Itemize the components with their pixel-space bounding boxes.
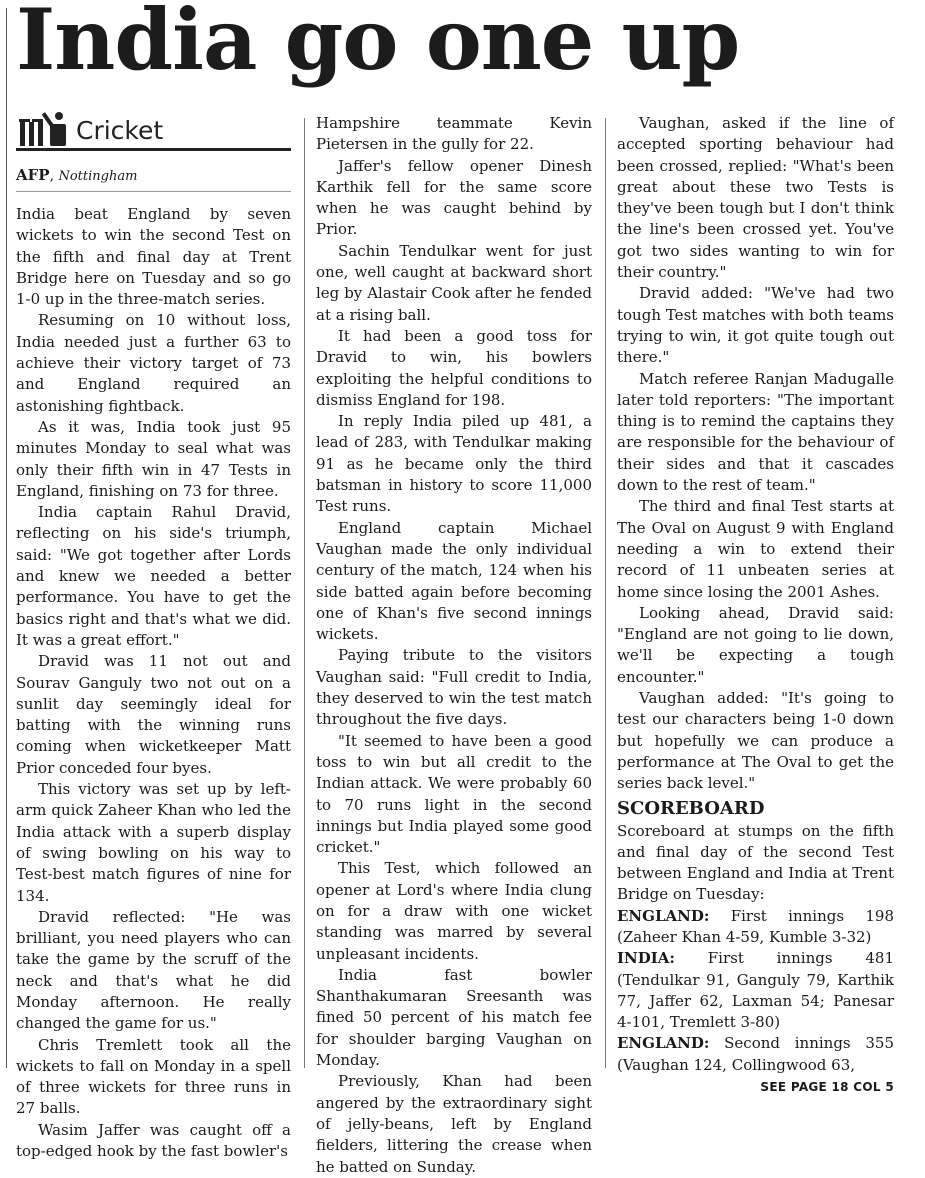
column-divider [605,118,606,1068]
scoreboard-text: Second innings 355 (Vaughan 124, Collingwood 63, [617,1034,894,1074]
section-label: Cricket [76,116,164,145]
paragraph: Dravid reflected: "He was brilliant, you need players who can take the game by the scruff of the neck and that's what he did Monday afternoon. He really changed the game for us." [16,907,291,1033]
paragraph: Vaughan, asked if the line of accepted sporting behaviour had been crossed, replied: "What's been great about these two Tests is they've been tough but I don't think the line's been crossed yet. You've got two sides wanting to win for their country." [617,114,894,282]
cricket-stumps-icon [16,110,72,148]
scoreboard-entry [617,1033,894,1076]
byline: AFP, Nottingham [16,165,291,192]
paragraph: Match referee Ranjan Madugalle later told reporters: "The important thing is to remind the captains they are responsible for the behaviour of their sides and that it cascades down to the rest of team." [617,369,894,495]
paragraph: India captain Rahul Dravid, reflecting on his side's triumph, said: "We got together after Lords and knew we needed a better performance. You have to get the basics right and that's what we did. It was a great effort." [16,503,291,649]
paragraph: In reply India piled up 481, a lead of 283, with Tendulkar making 91 as he became only the third batsman in history to score 11,000 Test runs. [316,412,592,516]
byline-location: Nottingham [58,169,138,184]
scoreboard-text: First innings 198 (Zaheer Khan 4-59, Kumble 3-32) [617,906,894,946]
paragraph: Vaughan added: "It's going to test our characters being 1-0 down but hopefully we can produce a performance at The Oval to get the series back level." [617,689,894,793]
paragraph: Sachin Tendulkar went for just one, well caught at backward short leg by Alastair Cook after he fended at a rising ball. [316,241,592,324]
scoreboard-team: INDIA: [617,949,675,968]
paragraph: Previously, Khan had been angered by the extraordinary sight of jelly-beans, left by England fielders, littering the crease when he batted on Sunday. [316,1072,592,1176]
scoreboard-team: ENGLAND: [617,1034,710,1053]
section-kicker [16,108,291,151]
article-column-1 [16,108,291,1161]
paragraph: Dravid added: "We've had two tough Test matches with both teams trying to win, it got quite tough out there." [617,284,894,367]
article-column-3 [617,113,894,1095]
paragraph: As it was, India took just 95 minutes Monday to seal what was only their fifth win in 47 Tests in England, finishing on 73 for three. [16,417,291,500]
paragraph: India fast bowler Shanthakumaran Sreesanth was fined 50 percent of his match fee for shoulder barging Vaughan on Monday. [316,965,592,1070]
paragraph: India beat England by seven wickets to win the second Test on the fifth and final day at Trent Bridge here on Tuesday and so go 1-0 up in the three-match series. [16,205,291,309]
scoreboard-title: SCOREBOARD [617,797,765,819]
paragraph: It had been a good toss for Dravid to win, his bowlers exploiting the helpful conditions to dismiss England for 198. [316,326,592,409]
scoreboard-entry [617,948,894,1033]
paragraph: Hampshire teammate Kevin Pietersen in the gully for 22. [316,114,592,154]
paragraph: Dravid was 11 not out and Sourav Ganguly two not out on a sunlit day seemingly ideal for batting with the winning runs coming when wicketkeeper Matt Prior conceded four byes. [16,652,291,777]
paragraph: This victory was set up by left-arm quick Zaheer Khan who led the India attack with a superb display of swing bowling on his way to Test-best match figures of nine for 134. [16,780,291,905]
article-column-2 [316,113,592,1176]
scoreboard-text: First innings 481 (Tendulkar 91, Ganguly 79, Karthik 77, Jaffer 62, Laxman 54; Panesar 4-101, Tremlett 3-80) [617,949,894,1032]
scoreboard-team: ENGLAND: [617,906,710,925]
paragraph: Jaffer's fellow opener Dinesh Karthik fell for the same score when he was caught behind by Prior. [316,156,592,239]
paragraph: The third and final Test starts at The Oval on August 9 with England needing a win to extend their record of 11 unbeaten series at home since losing the 2001 Ashes. [617,497,894,601]
scoreboard-entry [617,906,894,949]
byline-agency: AFP [16,166,50,184]
paragraph: This Test, which followed an opener at Lord's where India clung on for a draw with one wicket standing was marred by several unpleasant incidents. [316,859,592,963]
paragraph: Resuming on 10 without loss, India needed just a further 63 to achieve their victory target of 73 and England required an astonishing fightback. [16,311,291,415]
paragraph: Chris Tremlett took all the wickets to fall on Monday in a spell of three wickets for three runs in 27 balls. [16,1035,291,1118]
left-border-rule [6,8,7,1068]
paragraph: England captain Michael Vaughan made the only individual century of the match, 124 when his side batted again before becoming one of Khan's five second innings wickets. [316,518,592,644]
paragraph: Looking ahead, Dravid said: "England are not going to lie down, we'll be expecting a tough encounter." [617,603,894,686]
paragraph: Wasim Jaffer was caught off a top-edged hook by the fast bowler's [16,1120,291,1161]
continued-reference: SEE PAGE 18 COL 5 [760,1080,894,1095]
column-divider [304,118,305,1068]
paragraph: Paying tribute to the visitors Vaughan said: "Full credit to India, they deserved to win the test match throughout the five days. [316,646,592,729]
scoreboard-intro: Scoreboard at stumps on the fifth and final day of the second Test between England and India at Trent Bridge on Tuesday: [617,821,894,904]
headline: India go one up [16,0,740,89]
paragraph: "It seemed to have been a good toss to win but all credit to the Indian attack. We were probably 60 to 70 runs light in the second innings but India played some good cricket." [316,731,592,857]
